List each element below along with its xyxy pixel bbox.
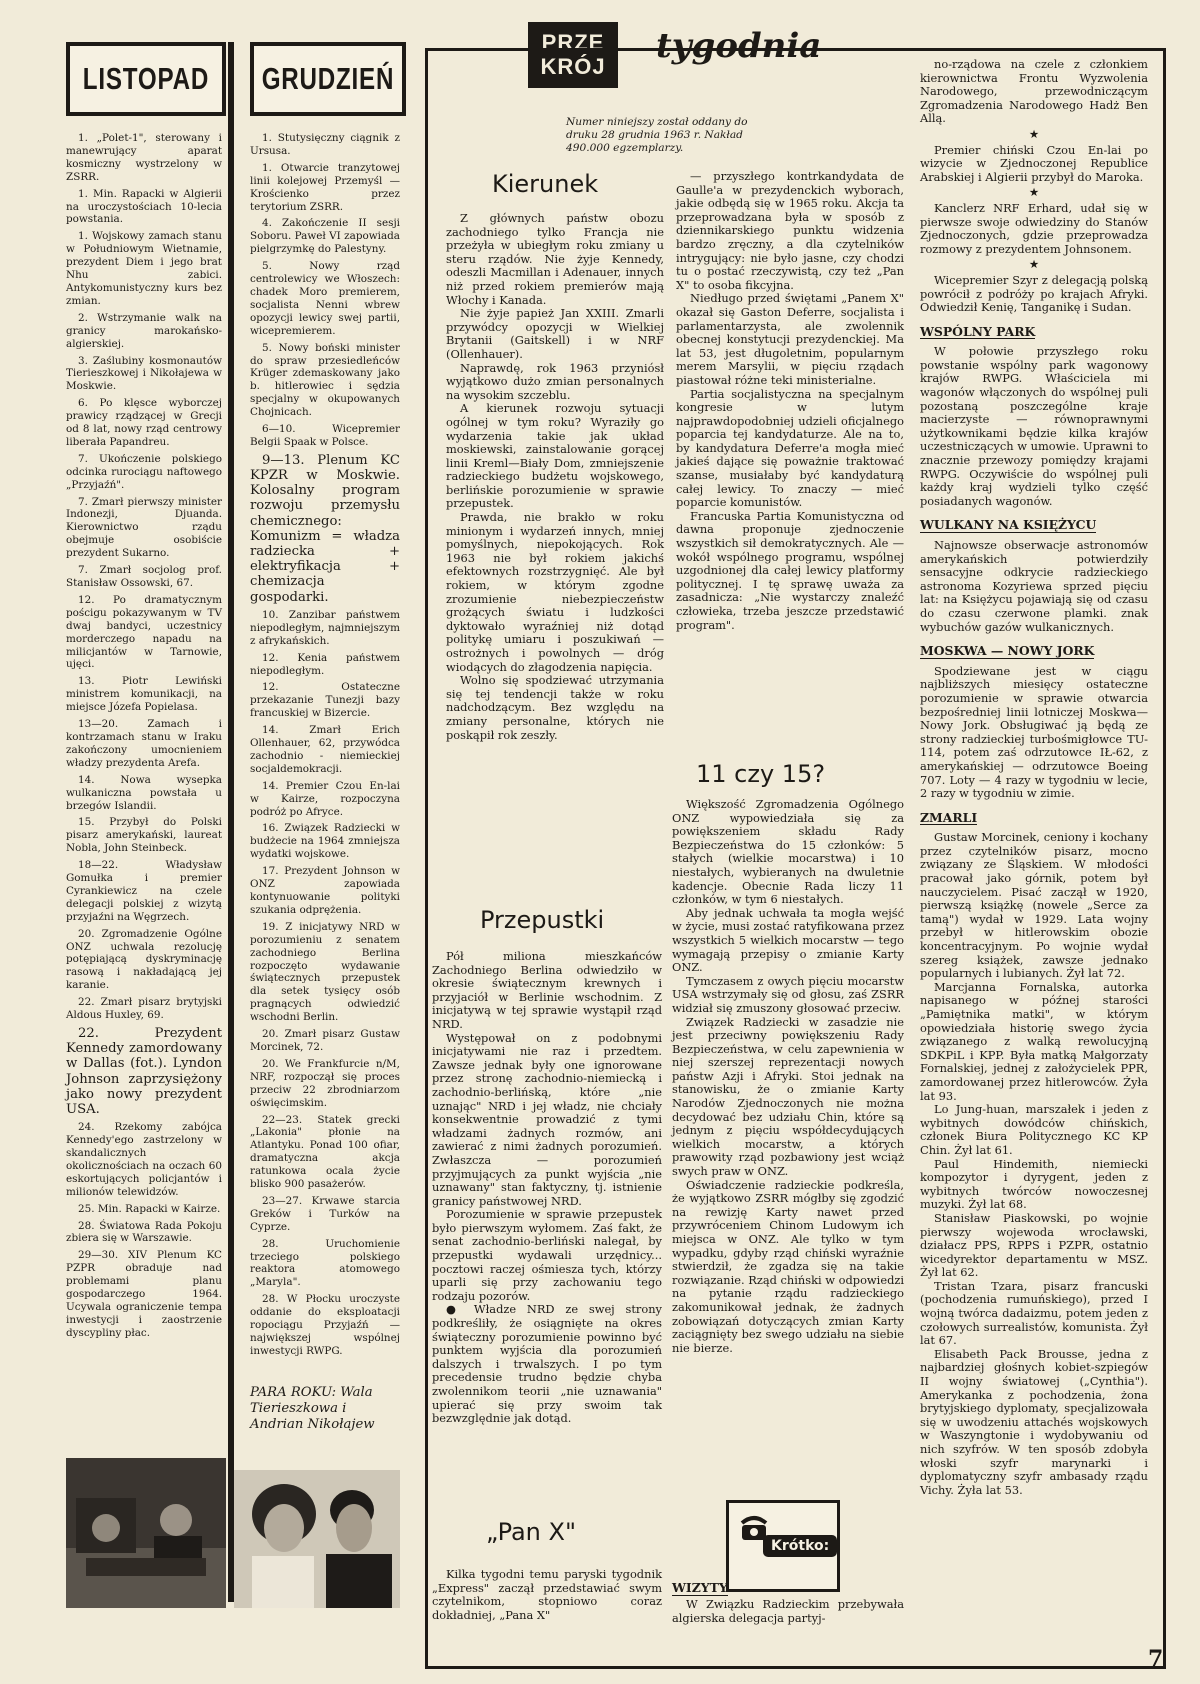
wizyty-article [672,1598,904,1638]
news-item: Wicepremier Szyr z delegacją polską powrócił z podróży po krajach Afryki. Odwiedził Kenię, Tanganikę i Sudan. [920,272,1148,315]
panx-intro [432,1567,662,1622]
kierunek-paragraph: Prawda, nie brakło w roku minionym i wydarzeń innych, mniej pomyślnych, niepokojących. Rok 1963 nie był rokiem jakichś efektownych rozstrzygnięć. Ale był rokiem, w którym zgodne zrozumienie niebezpieczeństw grożących światu i ludzkości dyktowało wyraźniej niż dotąd politykę umiaru i poszukiwań — ostrożnych i powolnych — dróg wiodących do złagodzenia napięcia. [446,510,664,674]
listopad-label: LISTOPAD [82,61,210,96]
obituary-entry: Tristan Tzara, pisarz francuski (pochodzenia rumuńskiego), przed I wojną twórca dadaizmu, potem jeden z czołowych surrealistów, komunista. Żył lat 67. [920,1278,1148,1348]
zmarli-title: ZMARLI [920,809,978,825]
grudzien-entry: 28. Uruchomienie trzeciego polskiego reaktora atomowego „Maryla". [250,1237,400,1289]
przepustki-paragraph: Porozumienie w sprawie przepustek było pierwszym wyłomem. Zaś fakt, że senat zachodnio-berliński nalegał, by przepustki wydawali urzędnicy... pocztowi raczej ośmiesza tych, którzy uparli się przy zachowaniu tego rodzaju pozorów. [432,1207,662,1303]
grudzien-entry: 14. Zmarł Erich Ollenhauer, 62, przywódca zachodnio - niemieckiej socjaldemokracji. [250,724,400,775]
panx-paragraph: Niedługo przed świętami „Panem X" okazał się Gaston Deferre, socjalista i parlamentarzysta, ale zwolennik obecnej konstytucji prezydenckiej. Ma lat 53, jest długoletnim, popularnym merem Marsylii, w pięciu rządach piastował różne teki ministerialne. [676,291,904,387]
onz-paragraph: Związek Radziecki w zasadzie nie jest przeciwny powiększeniu Rady Bezpieczeństwa, w celu zapewnienia w niej szerszej reprezentacji nowych państw Azji i Afryki. Stoi jednak na stanowisku, że o zmianie Karty Narodów Zjednoczonych nie można decydować bez udziału Chin, które są jednym z pięciu współdecydujących wielkich mocarstw, a których prawowity rząd pozbawiony jest wciąż swych praw w ONZ. [672,1014,904,1179]
news-item: Premier chiński Czou En-lai po wizycie w Zjednoczonej Republice Arabskiej i Algierii przybył do Maroka. [920,142,1148,184]
grudzien-header [250,42,406,116]
listopad-entry: 20. Zgromadzenie Ogólne ONZ uchwala rezolucję potępiającą dyskryminację rasową i nakładającą jej karanie. [66,927,222,992]
grudzien-entry: 12. Kenia państwem niepodległym. [250,651,400,677]
panx-continued [676,170,904,752]
plenum-entry: 9—13. Plenum KC KPZR w Moskwie. Kolosalny program rozwoju przemysłu chemicznego: Komunizm = władza radziecka + elektryfikacja + chemizacja gospodarki. [250,452,400,605]
obituary-entry: Paul Hindemith, niemiecki kompozytor i dyrygent, jeden z wybitnych twórców nowoczesnej muzyki. Żył lat 68. [920,1156,1148,1212]
grudzien-entry: 1. Otwarcie tranzytowej linii kolejowej Przemyśl — Krościenko przez terytorium ZSRR. [250,161,400,213]
listopad-entry: 7. Ukończenie polskiego odcinka rurociągu naftowego „Przyjaźń". [66,452,222,491]
kierunek-article [446,212,664,904]
grudzien-entry: 12. Ostateczne przekazanie Tunezji bazy francuskiej w Bizercie. [250,681,400,720]
obituary-entry: Gustaw Morcinek, ceniony i kochany przez czytelników pisarz, mocno związany ze Śląskiem. W młodości pracował jako górnik, potem był nauczycielem. Pisać zaczął w 1920, pierwszą książkę (nowele „Serce za tamą") wydał w 1929. Lata wojny przebył w hitlerowskim obozie koncentracyjnym. Po wojnie wydał szereg książek, zawsze jednako popularnych i lubianych. Żył lat 72. [920,830,1148,981]
listopad-entry: 18—22. Władysław Gomułka i premier Cyrankiewicz na czele delegacji polskiej z wizytą przyjaźni na Węgrzech. [66,859,222,923]
panx-paragraph: Partia socjalistyczna na specjalnym kongresie w lutym najprawdopodobniej udzieli oficjalnego poparcia tej kandydaturze. Ale na to, by kandydatura Deferre'a mogła mieć jakieś dające się poważnie traktować szanse, musiałaby być kandydaturą całej lewicy. To znaczy — mieć poparcie komunistów. [676,386,904,510]
wulkany-title: WULKANY NA KSIĘŻYCU [920,517,1097,533]
grudzien-entry: 17. Prezydent Johnson w ONZ zapowiada kontynuowanie polityki szukania odprężenia. [250,865,400,916]
przepustki-paragraph: Pół miliona mieszkańców Zachodniego Berlina odwiedziło w okresie świątecznym krewnych i przyjaciół w Berlinie wschodnim. Z inicjatywą w tej sprawie wystąpił rząd NRD. [432,949,662,1031]
star-icon: ★ [1028,185,1040,200]
kierunek-title: Kierunek [492,170,599,198]
listopad-entry: 6. Po klęsce wyborczej prawicy rządzącej w Grecji od 8 lat, nowy rząd centrowy liberała Papandreu. [66,397,222,448]
grudzien-entry: 20. Zmarł pisarz Gustaw Morcinek, 72. [250,1028,400,1053]
moskwa-text: Spodziewane jest w ciągu najbliższych miesięcy ostateczne porozumienie w sprawie otwarcia bezpośredniej linii lotniczej Moskwa—Nowy Jork. Obsługiwać ją będą ze strony radzieckiej turbośmigłowce TU-114, potem zaś odrzutowce IŁ-62, z amerykańskiej — odrzutowce Boeing 707. Loty — 4 razy w tygodniu w lecie, 2 razy w tygodniu w zimie. [920,663,1148,801]
couple-photo [234,1470,400,1608]
onz-paragraph: Tymczasem z owych pięciu mocarstw USA wstrzymały się od głosu, zaś ZSRR widział się zmuszony głosować przeciw. [672,973,904,1015]
listopad-entry: 1. Min. Rapacki w Algierii na uroczystościach 10-lecia powstania. [66,187,222,226]
obituary-entry: Elisabeth Pack Brousse, jedna z najbardziej głośnych kobiet-szpiegów II wojny światowej („Cynthia"). Amerykanka z pochodzenia, żona brytyjskiego dyplomaty, specjalizowała się w uwodzeniu attachés wojskowych w Waszyngtonie i wydobywaniu od nich szyfrów. W ten sposób zdobyła włoski szyfr marynarki i dyplomatyczny szyfr ambasady rządu Vichy. Żyła lat 53. [920,1346,1148,1497]
news-item: no-rządowa na czele z członkiem kierownictwa Frontu Wyzwolenia Narodowego, przewodniczącym Zgromadzenia Narodowego Hadż Ben Allą. [920,57,1148,126]
grudzien-entry: 20. We Frankfurcie n/M, NRF, rozpoczął się proces przeciw 22 zbrodniarzom oświęcimskim. [250,1057,400,1109]
star-icon: ★ [1028,126,1040,141]
grudzien-entry: 1. Stutysięczny ciągnik z Ursusa. [250,132,400,157]
onz-paragraph: Oświadczenie radzieckie podkreśla, że wyjątkowo ZSRR mógłby się zgodzić na rewizję Karty nawet przed przywróceniem Chinom Ludowym ich miejsca w ONZ. Ale tylko w tym wypadku, gdyby rząd chiński wyraźnie stwierdził, że zgadza się na takie rozwiązanie. Rząd chiński w odpowiedzi na pytanie rządu radzieckiego zakomunikował jednak, że żadnych zobowiązań dotyczących zmian Karty zaciągnięty bez swego udziału na siebie nie bierze. [672,1177,904,1355]
krotko-label: Krótko: [763,1535,837,1557]
park-title: WSPÓLNY PARK [920,323,1036,339]
listopad-entry: 15. Przybył do Polski pisarz amerykański, laureat Nobla, John Steinbeck. [66,816,222,855]
onz-paragraph: Większość Zgromadzenia Ogólnego ONZ wypowiedziała się za powiększeniem składu Rady Bezpieczeństwa do 15 członków: 5 stałych (wielkie mocarstwa) i 10 niestałych, wybieranych na dwuletnie kadencje. Obecnie Rada liczy 11 członków, w tym 6 niestałych. [672,797,904,907]
panx-paragraph: Francuska Partia Komunistyczna od dawna proponuje zjednoczenie wszystkich sił demokratycznych. Ale — wokół wspólnego programu, wspólnej uzgodnionej dla całej lewicy platformy politycznej. I tę sprawę uważa za zasadnicza: „Nie wystarczy znaleźć człowieka, trzeba jeszcze przedstawić program". [676,508,904,632]
grudzien-label: GRUDZIEŃ [261,61,395,96]
przepustki-article [432,950,662,1470]
panx-intro-text: Kilka tygodni temu paryski tygodnik „Express" zaczął przedstawiać swym czytelnikom, stopniowo coraz dokładniej, „Pana X" [432,1567,662,1622]
onz-article [672,798,904,1488]
onz-title: 11 czy 15? [696,760,826,788]
listopad-entry: 13. Piotr Lewiński ministrem komunikacji, na miejsce Józefa Popielasa. [66,675,222,714]
column-divider [228,42,234,1602]
krotko-box [726,1500,840,1592]
tygodnia-script: tygodnia [656,26,822,66]
wizyty-title: WIZYTY [672,1580,728,1595]
grudzien-entry: 23—27. Krwawe starcia Greków i Turków na Cyprze. [250,1194,400,1233]
obituary-entry: Stanisław Piaskowski, po wojnie pierwszy wojewoda wrocławski, działacz PPS, RPPS i PZPR, ostatnio wicedyrektor departamentu w MSZ. Żył lat 62. [920,1210,1148,1280]
onz-paragraph: Aby jednak uchwała ta mogła wejść w życie, musi zostać ratyfikowana przez wszystkich 5 wielkich mocarstw — tego wymagają przepisy o zmianie Karty ONZ. [672,905,904,975]
kierunek-paragraph: Naprawdę, rok 1963 przyniósł wyjątkowo dużo zmian personalnych na wysokim szczeblu. [446,360,664,402]
grudzien-entry: 14. Premier Czou En-lai w Kairze, rozpoczyna podróż po Afryce. [250,779,400,818]
obituary-entry: Lo Jung-huan, marszałek i jeden z wybitnych dowódców chińskich, członek Biura Politycznego KC KP Chin. Żył lat 61. [920,1102,1148,1157]
grudzien-column [250,132,400,1362]
listopad-entry: 24. Rzekomy zabójca Kennedy'ego zastrzelony w skandalicznych okolicznościach na oczach 60 eskortujących policjantów i milionów telewidzów. [66,1121,222,1198]
kierunek-paragraph: Wolno się spodziewać utrzymania się tej tendencji także w roku nadchodzącym. Bez względu na zmiany personalne, których nie poskąpił rok zeszły. [446,673,664,742]
panx-title: „Pan X" [486,1518,576,1546]
grudzien-entry: 5. Nowy rząd centrolewicy we Włoszech: chadek Moro premierem, socjalista Nenni wbrew opozycji lewicy swej partii, wicepremierem. [250,260,400,337]
photo-caption: PARA ROKU: Wala Tierieszkowa i Andrian Nikołajew [250,1385,375,1432]
listopad-entry: 3. Zaślubiny kosmonautów Tierieszkowej i Nikołajewa w Moskwie. [66,354,222,393]
listopad-entry: 29—30. XIV Plenum KC PZPR obraduje nad problemami planu gospodarczego 1964. Ucywala ograniczenie tempa inwestycji i zaostrzenie dyscypliny płac. [66,1249,222,1339]
kierunek-paragraph: Z głównych państw obozu zachodniego tylko Francja nie przeżyła w ubiegłym roku zmiany u steru rządów. Nie żyje Kennedy, odeszli Macmillan i Adenauer, innych niż przed rokiem premierów mają Włochy i Kanada. [446,211,664,307]
panx-paragraph: — przyszłego kontrkandydata de Gaulle'a w prezydenckich wyborach, jakie odbędą się w 1965 roku. Akcja ta przeprowadzana była w sposób z dziennikarskiego punktu widzenia bardzo zręczny, a dla czytelników intrygujący: nie było jasne, czy chodzi tu o postać rzeczywistą, czy też „Pan X" to osoba fikcyjna. [676,169,904,292]
przepustki-paragraph: Występował on z podobnymi inicjatywami nie raz i przedtem. Zawsze jednak były one ignorowane przez stronę zachodnio-niemiecką i zachodnio-berlińską, które „nie uznając" NRD i jej władz, nie chciały konsekwentnie prowadzić z tymi władzami żadnych rozmów, ani zawierać z nimi żadnych porozumień. Zwłaszcza — porozumień przyjmujących za punkt wyjścia „nie uznawany" stan faktyczny, tj. istnienie granicy państwowej NRD. [432,1030,662,1208]
grudzien-entry: 19. Z inicjatywy NRD w porozumieniu z senatem zachodniego Berlina rozpoczęto wydawanie świątecznych przepustek dla setek tysięcy osób pragnących odwiedzić wschodni Berlin. [250,920,400,1024]
listopad-entry: 1. Wojskowy zamach stanu w Południowym Wietnamie, prezydent Diem i jego brat Nhu zabici. Antykomunistyczny kurs bez zmian. [66,230,222,307]
obituary-entry: Marcjanna Fornalska, autorka napisanego w późnej starości „Pamiętnika matki", w którym opowiedziała historię swego życia związanego z walką rewolucyjną SDKPiL i KPP. Była matką Małgorzaty Fornalskiej, jednej z założycielek PPR, zamordowanej przez hitlerowców. Żyła lat 93. [920,979,1148,1103]
grudzien-entry: 28. W Płocku uroczyste oddanie do eksploatacji ropociągu Przyjaźń — największej wspólnej inwestycji RWPG. [250,1293,400,1357]
imprint: Numer niniejszy został oddany do druku 28 grudnia 1963 r. Nakład 490.000 egzemplarzy. [566,116,748,154]
kennedy-entry: 22. Prezydent Kennedy zamordowany w Dallas (fot.). Lyndon Johnson zaprzysiężony jako nowy prezydent USA. [66,1026,222,1118]
listopad-entry: 25. Min. Rapacki w Kairze. [78,1202,221,1215]
park-text: W połowie przyszłego roku powstanie wspólny park wagonowy krajów RWPG. Właściciela mi wagonów włączonych do wspólnej puli pozostaną poszczególne kraje macierzyste — równoprawnymi użytkownikami będzie kilka krajów uczestniczących w umowie. Uprawni to znacznie przewozy pomiędzy krajami RWPG. Oczywiście do wspólnej puli każdy kraj wydzieli tylko część posiadanych wagonów. [920,344,1148,508]
przepustki-paragraph: ● Władze NRD ze swej strony podkreśliły, że osiągnięte na okres świąteczny porozumienie powinno być punktem wyjścia dla porozumień dalszych i trwalszych. I po tym precedensie trudno będzie chyba zwolennikom teorii „nie uznawania" upierać się przy swoim tak bezwzględnie jak dotąd. [432,1302,662,1426]
logo-top: PRZE [541,30,605,55]
listopad-entry: 7. Zmarł socjolog prof. Stanisław Ossowski, 67. [66,564,222,589]
grudzien-entry: 4. Zakończenie II sesji Soboru. Paweł VI zapowiada pielgrzymkę do Palestyny. [250,217,400,256]
listopad-entry: 13—20. Zamach i kontrzamach stanu w Iraku zakończony umocnieniem władzy prezydenta Arefa. [66,718,222,769]
listopad-entry: 1. „Polet-1", sterowany i manewrujący aparat kosmiczny wystrzelony w ZSRR. [66,132,222,183]
listopad-header [66,42,226,116]
right-column [920,58,1148,1638]
listopad-entry: 12. Po dramatycznym pościgu pokazywanym w TV dwaj bandyci, uczestnicy morderczego napadu na milicjantów w Tarnowie, ujęci. [66,593,222,671]
kierunek-paragraph: A kierunek rozwoju sytuacji ogólnej w tym roku? Wyraziły go wydarzenia takie jak układ moskiewski, zainstalowanie gorącej linii Kreml—Biały Dom, zmniejszenie radzieckiego budżetu wojskowego, berlińskie porozumienie w sprawie przepustek. [446,401,664,511]
listopad-entry: 28. Światowa Rada Pokoju zbiera się w Warszawie. [66,1219,222,1245]
news-item: Kanclerz NRF Erhard, udał się w pierwsze swoje odwiedziny do Stanów Zjednoczonych, gdzie przeprowadza rozmowy z prezydentem Johnsonem. [920,200,1148,256]
grudzien-entry: 10. Zanzibar państwem niepodległym, najmniejszym z afrykańskich. [250,608,400,647]
kierunek-paragraph: Nie żyje papież Jan XXIII. Zmarli przywódcy opozycji w Wielkiej Brytanii (Gaitskell) i w NRF (Ollenhauer). [446,306,664,361]
listopad-column [66,132,222,1339]
kennedy-photo [66,1458,226,1608]
grudzien-entry: 16. Związek Radziecki w budżecie na 1964 zmniejsza wydatki wojskowe. [250,822,400,861]
logo-bottom: KRÓJ [540,54,606,79]
wulkany-text: Najnowsze obserwacje astronomów amerykańskich potwierdziły sensacyjne odkrycie radzieckiego astronoma Kozyriewa sprzed pięciu lat: na Księżycu pojawiają się od czasu do czasu czerwone plamki. znak wybuchów gazów wulkanicznych. [920,538,1148,634]
listopad-entry: 7. Zmarł pierwszy minister Indonezji, Djuanda. Kierownictwo rządu obejmuje osobiście prezydent Sukarno. [66,495,222,560]
przepustki-title: Przepustki [480,906,605,934]
grudzien-entry: 22—23. Statek grecki „Lakonia" płonie na Atlantyku. Ponad 100 ofiar, dramatyczna akcja ratunkowa ocala życie blisko 900 pasażerów. [250,1113,400,1191]
listopad-entry: 22. Zmarł pisarz brytyjski Aldous Huxley, 69. [66,996,222,1022]
wizyty-text: W Związku Radzieckim przebywała algierska delegacja partyj- [672,1597,904,1625]
star-icon: ★ [1028,257,1040,272]
listopad-entry: 2. Wstrzymanie walk na granicy marokańsko-algierskiej. [66,311,222,350]
page-number: 7 [1148,1646,1164,1672]
grudzien-entry: 6—10. Wicepremier Belgii Spaak w Polsce. [250,423,400,448]
moskwa-title: MOSKWA — NOWY JORK [920,643,1095,659]
listopad-entry: 14. Nowa wysepka wulkaniczna powstała u brzegów Islandii. [66,773,222,812]
grudzien-entry: 5. Nowy boński minister do spraw przesiedleńców Krüger zdemaskowany jako b. hitlerowiec i sędzia specjalny w okupowanych Chojnicach. [250,341,400,419]
